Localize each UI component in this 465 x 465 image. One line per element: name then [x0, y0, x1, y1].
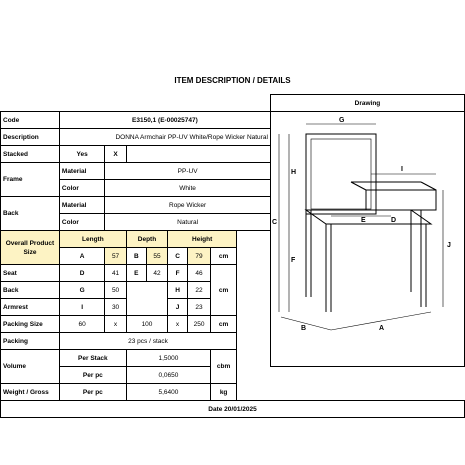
stacked-mark: X [105, 146, 126, 163]
page-title: ITEM DESCRIPTION / DETAILS [174, 76, 291, 85]
back-material: Rope Wicker [105, 197, 271, 214]
dim-d-key: D [59, 265, 104, 282]
packing-x1: x [105, 316, 126, 333]
stacked-yes: Yes [59, 146, 104, 163]
label-g: G [338, 117, 345, 124]
frame-material: PP-UV [105, 163, 271, 180]
dim-g-value: 50 [105, 282, 126, 299]
length-header: Length [59, 231, 126, 248]
dim-a-value: 57 [105, 248, 126, 265]
weight-value: 5,6400 [126, 384, 210, 401]
dim-c-value: 79 [187, 248, 210, 265]
label-j: J [446, 242, 451, 249]
label-a: A [378, 325, 384, 332]
packing-width: 100 [126, 316, 167, 333]
drawing-header: Drawing [270, 95, 464, 112]
volume-per-pc: 0,0650 [126, 367, 210, 384]
dim-j-key: J [168, 299, 188, 316]
stacked-label: Stacked [1, 146, 60, 163]
dim-c-key: C [168, 248, 188, 265]
dim-a-key: A [59, 248, 104, 265]
spec-sheet [0, 72, 465, 413]
dim-h-value: 22 [187, 282, 210, 299]
overall-unit: cm [211, 248, 237, 265]
volume-label: Volume [1, 350, 60, 384]
detail-unit: cm [211, 265, 237, 316]
height-header: Height [168, 231, 237, 248]
volume-per-stack-label: Per Stack [59, 350, 126, 367]
packing-height: 250 [187, 316, 210, 333]
label-d: D [390, 217, 396, 224]
armrest-label: Armrest [1, 299, 60, 316]
weight-per-pc-label: Per pc [59, 384, 126, 401]
back-dims-label: Back [1, 282, 60, 299]
packing-label: Packing [1, 333, 60, 350]
label-e: E [360, 217, 366, 224]
volume-unit: cbm [211, 350, 237, 384]
weight-unit: kg [211, 384, 237, 401]
dim-i-key: I [59, 299, 104, 316]
code-value: E3150,1 (E-00025747) [59, 112, 270, 129]
date-line: Date 20/01/2025 [1, 401, 465, 418]
volume-per-pc-label: Per pc [59, 367, 126, 384]
armchair-drawing [271, 112, 464, 347]
back-material-label: Material [59, 197, 104, 214]
drawing-area [270, 112, 464, 367]
packing-size-unit: cm [211, 316, 237, 333]
code-label: Code [1, 112, 60, 129]
label-b: B [300, 325, 306, 332]
dim-h-key: H [168, 282, 188, 299]
seat-label: Seat [1, 265, 60, 282]
back-color: Natural [105, 214, 271, 231]
packing-x2: x [168, 316, 188, 333]
packing-size-label: Packing Size [1, 316, 60, 333]
label-i: I [400, 166, 403, 173]
back-label: Back [1, 197, 60, 231]
dim-j-value: 23 [187, 299, 210, 316]
chair-seat [306, 210, 431, 224]
overall-size-label: Overall Product Size [1, 231, 60, 265]
frame-material-label: Material [59, 163, 104, 180]
depth-header: Depth [126, 231, 167, 248]
dim-g-key: G [59, 282, 104, 299]
dim-b-key: B [126, 248, 146, 265]
dim-d-value: 41 [105, 265, 126, 282]
dim-i-value: 30 [105, 299, 126, 316]
packing-length: 60 [59, 316, 104, 333]
label-c: C [271, 219, 277, 226]
spec-table [0, 94, 465, 418]
dim-e-key: E [126, 265, 146, 282]
frame-label: Frame [1, 163, 60, 197]
back-color-label: Color [59, 214, 104, 231]
label-f: F [290, 257, 296, 264]
weight-label: Weight / Gross [1, 384, 60, 401]
frame-color-label: Color [59, 180, 104, 197]
dim-b-value: 55 [146, 248, 167, 265]
dim-f-key: F [168, 265, 188, 282]
volume-per-stack: 1,5000 [126, 350, 210, 367]
description-value: DONNA Armchair PP-UV White/Rope Wicker Natural [59, 129, 270, 146]
description-label: Description [1, 129, 60, 146]
dim-e-value: 42 [146, 265, 167, 282]
dim-f-value: 46 [187, 265, 210, 282]
frame-color: White [105, 180, 271, 197]
label-h: H [290, 169, 296, 176]
packing-value: 23 pcs / stack [59, 333, 236, 350]
